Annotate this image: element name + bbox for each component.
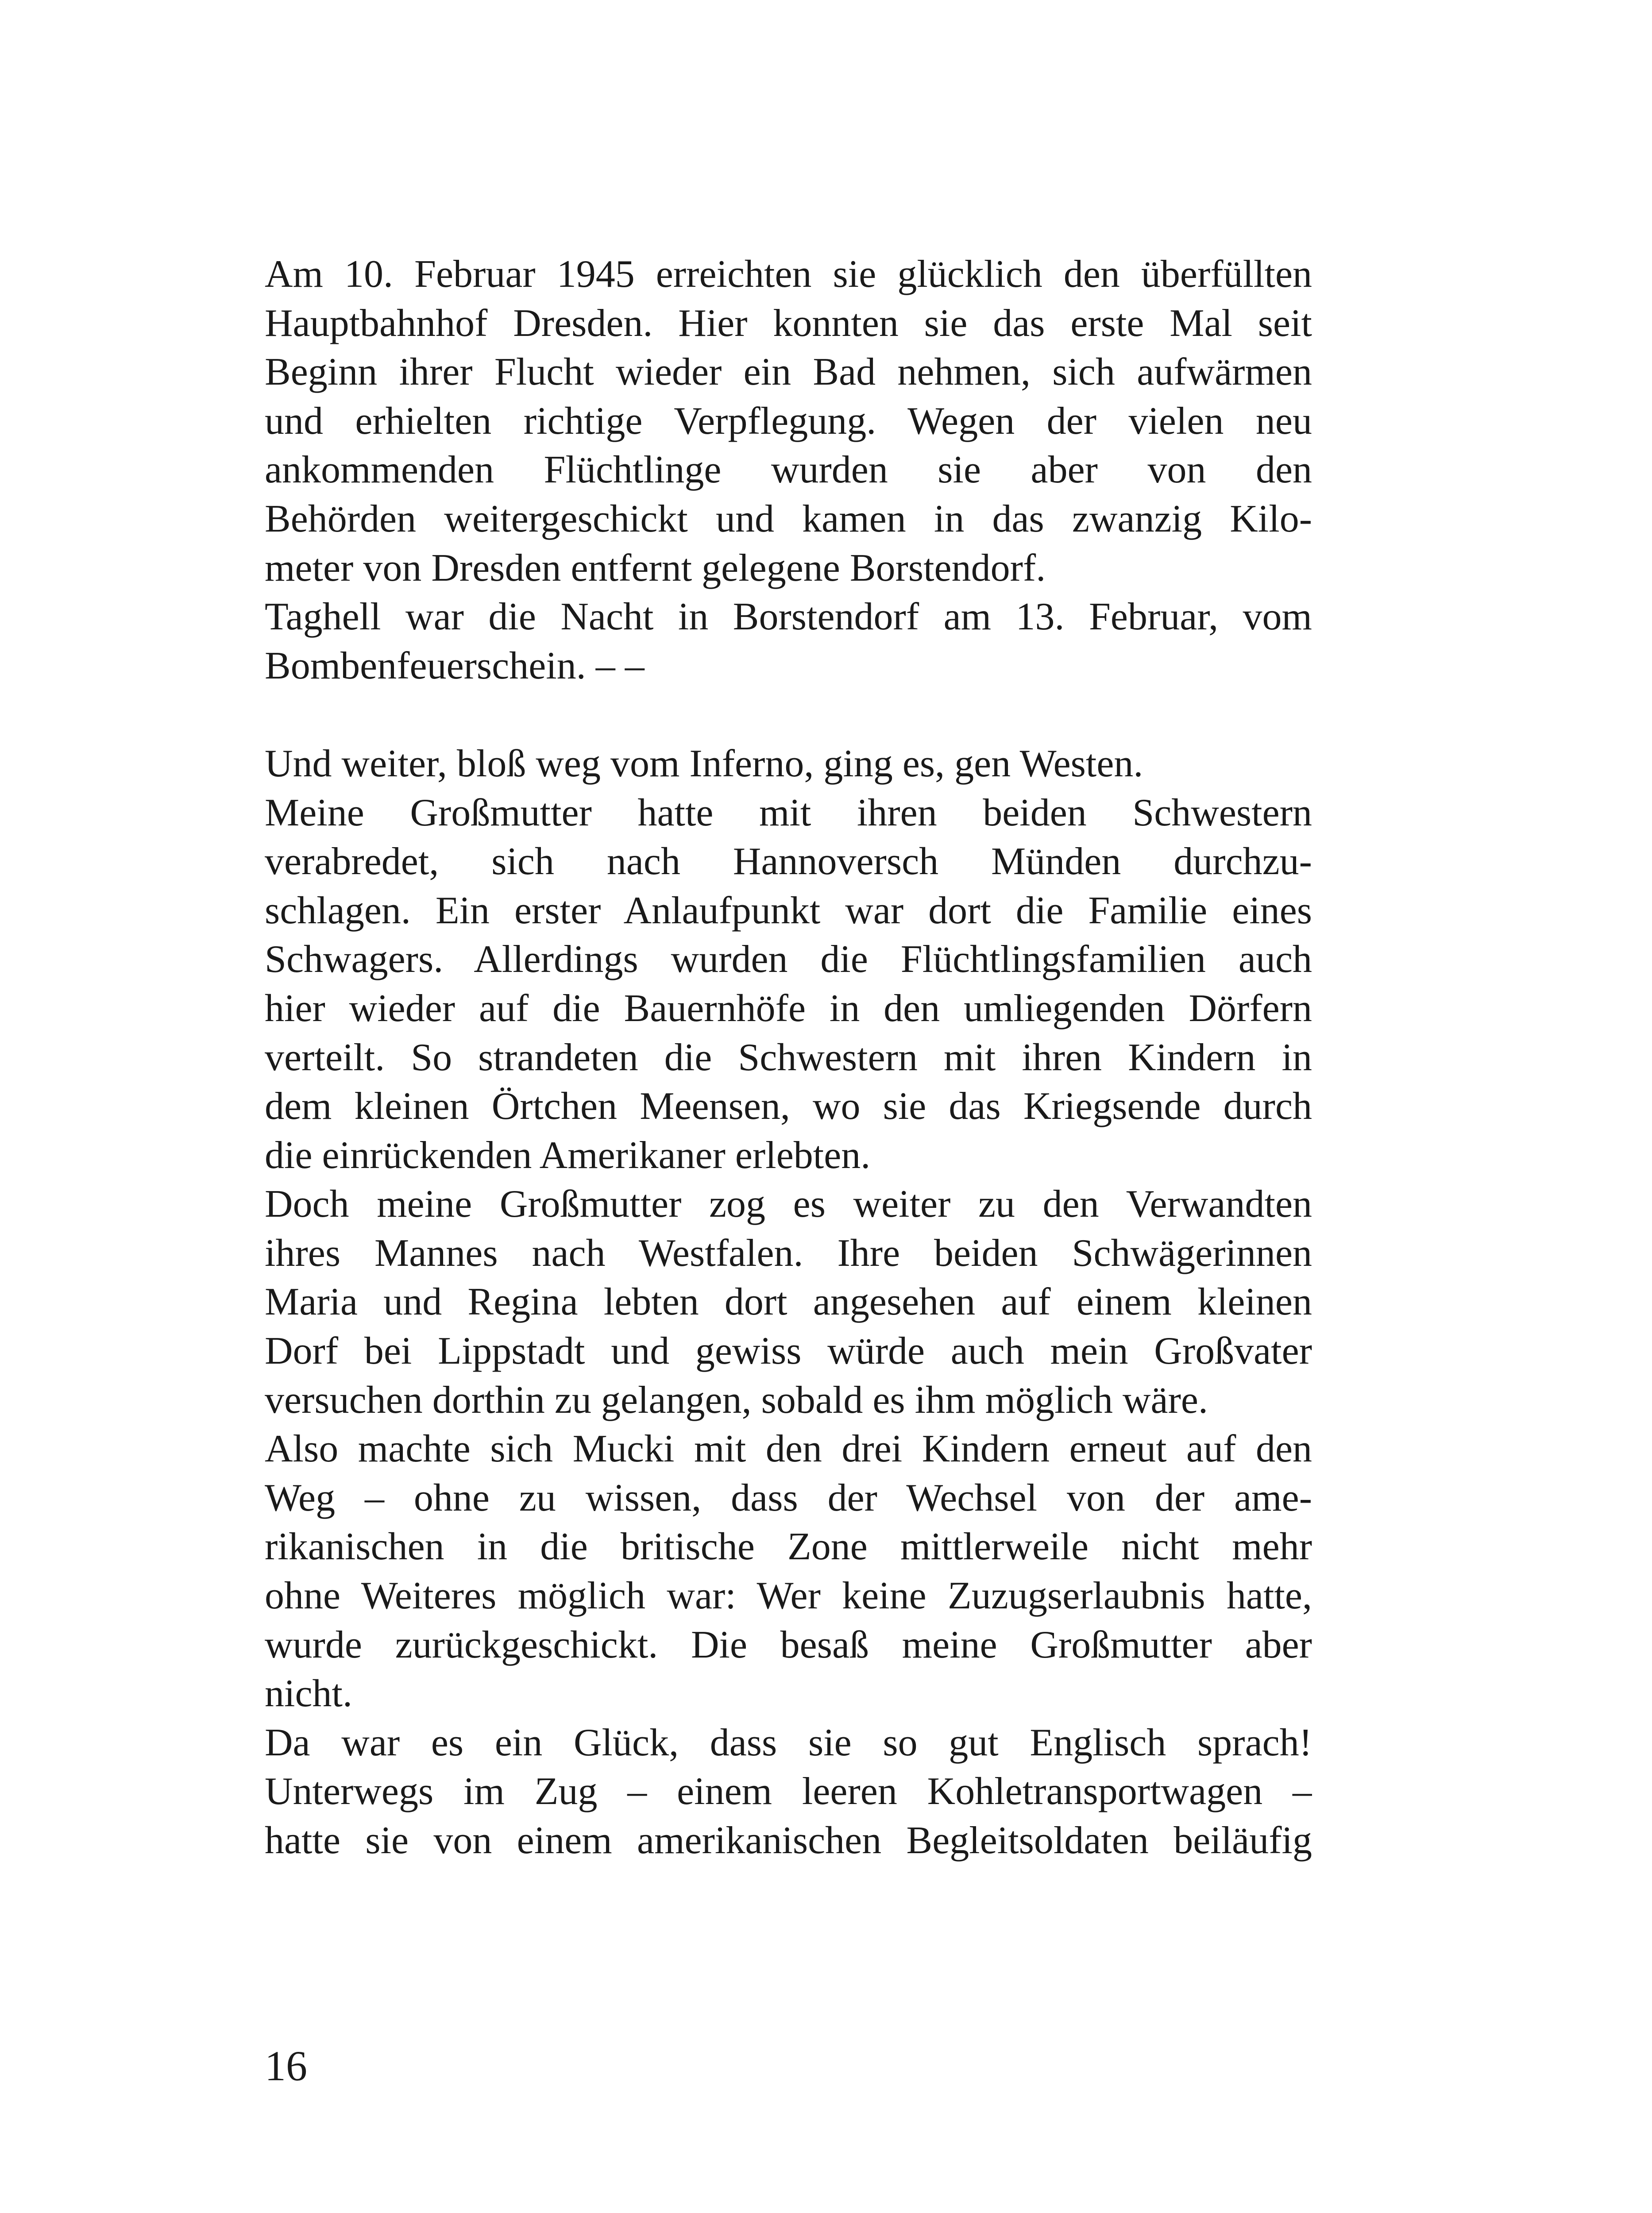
text-line: Meine Großmutter hatte mit ihren beiden Schwestern bbox=[265, 791, 1312, 834]
text-line: versuchen dorthin zu gelangen, sobald es ihm möglich wäre. bbox=[265, 1378, 1208, 1422]
text-line: Maria und Regina lebten dort angesehen auf einem kleinen bbox=[265, 1280, 1312, 1324]
page-number: 16 bbox=[265, 2042, 307, 2090]
body-text bbox=[265, 250, 1312, 1866]
text-line: nicht. bbox=[265, 1672, 352, 1716]
text-line: verabredet, sich nach Hannoversch Münden durchzu- bbox=[265, 840, 1312, 883]
text-line: hier wieder auf die Bauernhöfe in den umliegenden Dörfern bbox=[265, 987, 1312, 1030]
text-line: Unterwegs im Zug – einem leeren Kohletransportwagen – bbox=[265, 1770, 1312, 1813]
text-line: Bombenfeuerschein. – – bbox=[265, 644, 645, 687]
text-line: Weg – ohne zu wissen, dass der Wechsel von der ame- bbox=[265, 1476, 1312, 1519]
text-line: verteilt. So strandeten die Schwestern mit ihren Kindern in bbox=[265, 1036, 1312, 1079]
text-line: Hauptbahnhof Dresden. Hier konnten sie das erste Mal seit bbox=[265, 301, 1312, 345]
text-line: Da war es ein Glück, dass sie so gut Englisch sprach! bbox=[265, 1721, 1312, 1764]
text-line: Beginn ihrer Flucht wieder ein Bad nehmen, sich aufwärmen bbox=[265, 351, 1312, 394]
text-line: Am 10. Februar 1945 erreichten sie glücklich den überfüllten bbox=[265, 253, 1312, 296]
text-line: Taghell war die Nacht in Borstendorf am 13. Februar, vom bbox=[265, 595, 1312, 639]
text-line: meter von Dresden entfernt gelegene Borstendorf. bbox=[265, 546, 1046, 590]
text-line: Also machte sich Mucki mit den drei Kindern erneut auf den bbox=[265, 1427, 1312, 1471]
text-line: und erhielten richtige Verpflegung. Wegen der vielen neu bbox=[265, 399, 1312, 443]
text-line: wurde zurückgeschickt. Die besaß meine Großmutter aber bbox=[265, 1623, 1312, 1666]
text-line: Behörden weitergeschickt und kamen in das zwanzig Kilo- bbox=[265, 497, 1312, 540]
text-line: Dorf bei Lippstadt und gewiss würde auch mein Großvater bbox=[265, 1330, 1312, 1373]
text-line: hatte sie von einem amerikanischen Begleitsoldaten beiläufig bbox=[265, 1819, 1312, 1862]
text-line: Doch meine Großmutter zog es weiter zu den Verwandten bbox=[265, 1183, 1312, 1226]
text-line bbox=[265, 690, 1312, 740]
text-line: ihres Mannes nach Westfalen. Ihre beiden Schwägerinnen bbox=[265, 1231, 1312, 1275]
text-line: ohne Weiteres möglich war: Wer keine Zuzugserlaubnis hatte, bbox=[265, 1574, 1312, 1618]
text-line: Und weiter, bloß weg vom Inferno, ging es, gen Westen. bbox=[265, 742, 1143, 785]
text-line: schlagen. Ein erster Anlaufpunkt war dort die Familie eines bbox=[265, 889, 1312, 932]
text-line: ankommenden Flüchtlinge wurden sie aber von den bbox=[265, 448, 1312, 492]
text-line: rikanischen in die britische Zone mittlerweile nicht mehr bbox=[265, 1525, 1312, 1569]
text-line: die einrückenden Amerikaner erlebten. bbox=[265, 1133, 871, 1177]
text-line: Schwagers. Allerdings wurden die Flüchtlingsfamilien auch bbox=[265, 938, 1312, 981]
text-line: dem kleinen Örtchen Meensen, wo sie das Kriegsende durch bbox=[265, 1085, 1312, 1128]
